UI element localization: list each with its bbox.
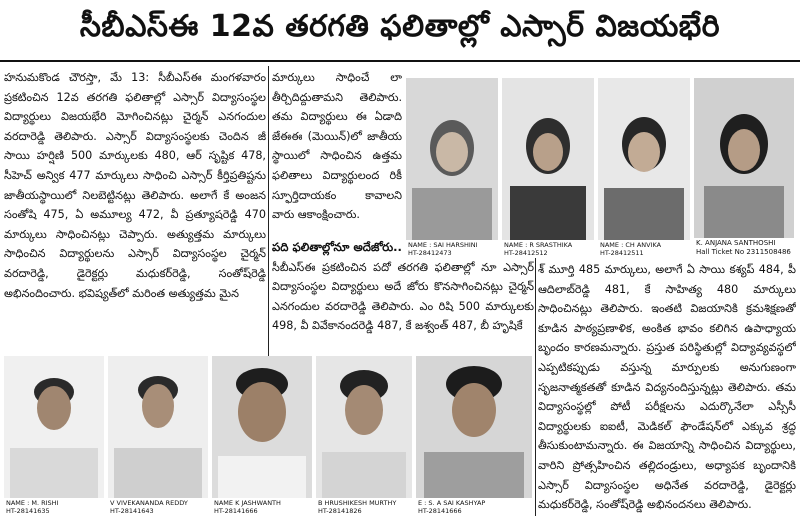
headline: సీబీఎస్ఈ 12వ తరగతి ఫలితాల్లో ఎస్సార్ విజయభేరి: [0, 0, 800, 62]
student-name: NAME : R SRASTHIKA: [504, 241, 573, 249]
portrait-image: [406, 78, 498, 258]
hall-ticket: HT-28141666: [418, 507, 462, 515]
subhead: పది ఫలితాల్లోనూ అదేజోరు..: [272, 240, 402, 254]
photo-caption: [598, 240, 690, 258]
article-text-col3: శ్ మూర్తి 485 మార్కులు, అలాగే ఏ సాయి కశ్యప్ 484, పీ ఆదిలాబ్‌రెడ్డి 481, కే సాహిత్య 480 మార్కులు సాధించినట్లు తెలిపారు. ఇంతటి విజయానికి క్రమశిక్షణతో కూడిన పాఠ్యప్రణాళిక, అంకిత భావం కలిగిన ఉపాధ్యాయ బృందం కారణమన్నారు. ప్రస్తుత పరిస్థితుల్లో విద్యావ్యవస్థలో ఎప్పటికప్పుడు వస్తున్న మార్పులకు అనుగుణంగా సృజనాత్మకతతో కూడిన విద్యనందిస్తున్నట్లు తెలిపారు. తమ విద్యాసంస్థల్లో పోటీ పరీక్షలను ఎదుర్కొనేలా ఎస్సీసీ విద్యార్థులకు ఐఐటీ, మెడికల్ ఫౌండేషన్‌లో ఎక్కువ శ్రద్ధ తీసుకుంటామన్నారు. ఈ విజయాన్ని సాధించిన విద్యార్థులు, వారిని ప్రోత్సహించిన తల్లిదండ్రులు, అధ్యాపక బృందానికి ఎస్సార్ విద్యాసంస్థల అధినేత వరదారెడ్డి, డైరెక్టర్లు మధుకర్‌రెడ్డి, సంతోష్‌రెడ్డి అభినందనలు తెలిపారు.: [538, 263, 796, 512]
student-name: NAME : M. RISHI: [6, 499, 59, 507]
student-photo: [406, 78, 498, 258]
article-text-col1: హనుమకొండ చౌరస్తా, మే 13: సీబీఎస్ఈ మంగళవారం ప్రకటించిన 12వ తరగతి ఫలితాల్లో ఎస్సార్ విద్యాసంస్థల విద్యార్థులు విజయభేరి మోగించినట్లు చైర్మన్ ఎనగందుల వరదారెడ్డి తెలిపారు. ఎస్సార్ విద్యాసంస్థలకు చెందిన జీ సాయి హర్షిణి 500 మార్కులకు 480, ఆర్ సృష్టిక 478, సీహెచ్ అన్విక 477 మార్కులు సాధించి ఎస్సార్ కీర్తిప్రతిష్టను జాతీయస్థాయిలో నిలబెట్టినట్లు తెలిపారు. అలాగే కే అంజన సంతోషి 475, ఏ అమూల్య 472, వీ ప్రత్యూషరెడ్డి 470 మార్కులు సాధించినట్లు చెప్పారు. అత్యుత్తమ మార్కులు సాధించిన విద్యార్థులను ఎస్సార్ విద్యాసంస్థల చైర్మన్ వరదారెడ్డి, డైరెక్టర్లు మధుకర్‌రెడ్డి, సంతోష్‌రెడ్డి అభినందించారు. భవిష్యత్‌లో మరింత అత్యుత్తమ మైన: [4, 71, 266, 300]
student-photo: [316, 356, 412, 516]
hall-ticket: HT-28141826: [318, 507, 362, 515]
article-column-2: [272, 68, 402, 238]
student-photo: [108, 356, 208, 516]
portrait-image: [694, 78, 794, 258]
portrait-image: [598, 78, 690, 258]
student-photo: [694, 78, 794, 258]
student-photo: [598, 78, 690, 258]
article-column-1: [4, 68, 266, 351]
column-divider: [268, 66, 269, 356]
student-photo: [502, 78, 594, 258]
student-photo: [416, 356, 532, 516]
student-photo: [212, 356, 312, 516]
photo-caption: [108, 498, 208, 516]
student-name: NAME : CH ANVIKA: [600, 241, 662, 249]
photo-caption: [416, 498, 532, 516]
hall-ticket: HT-28412512: [504, 249, 548, 257]
student-name: NAME : SAI HARSHINI: [408, 241, 478, 249]
portrait-image: [316, 356, 412, 516]
student-name: NAME K JASHWANTH: [214, 499, 281, 507]
portrait-image: [502, 78, 594, 258]
hall-ticket: HT-28141643: [110, 507, 154, 515]
hall-ticket: HT-28412511: [600, 249, 644, 257]
photo-caption: [316, 498, 412, 516]
portrait-image: [416, 356, 532, 516]
hall-ticket: HT-28412473: [408, 249, 452, 257]
portrait-image: [108, 356, 208, 516]
article-text-col2b: సీబీఎస్ఈ ప్రకటించిన పదో తరగతి ఫలితాల్లో నూ ఎస్సార్ విద్యాసంస్థల విద్యార్థులు అదే జోరు కొనసాగించినట్లు చైర్మన్ ఎనగందుల వరదారెడ్డి తెలిపారు. ఎం రిషి 500 మార్కులకు 498, వీ వివేకానందరెడ్డి 487, కే జశ్వంత్ 487, బీ హృషికే: [272, 260, 534, 333]
student-photo: [4, 356, 104, 516]
portrait-image: [212, 356, 312, 516]
photo-caption: [4, 498, 104, 516]
photo-caption: [212, 498, 312, 516]
hall-ticket: HT-28141666: [214, 507, 258, 515]
photo-caption: [694, 238, 794, 258]
column-divider: [535, 258, 536, 516]
student-name: K. ANJANA SANTHOSHI: [696, 239, 776, 247]
article-column-3: [538, 260, 796, 516]
article-text-col2: మార్కులు సాధించే లా తీర్చిదిద్దుతామని తెలిపారు. తమ విద్యార్థులు ఈ ఏడాది జేఈఈ (మెయిన్)లో జాతీయ స్థాయిలో సాధించిన ఉత్తమ ఫలితాలు విద్యార్థులంద రికీ స్ఫూర్తిదాయకం కావాలని వారు ఆకాంక్షించారు.: [272, 71, 402, 222]
hall-ticket: HT-28141635: [6, 507, 50, 515]
student-name: B HRUSHIKESH MURTHY: [318, 499, 397, 507]
student-name: E : S. A SAI KASHYAP: [418, 499, 486, 507]
photo-caption: [502, 240, 594, 258]
photo-caption: [406, 240, 498, 258]
student-name: V VIVEKANANDA REDDY: [110, 499, 188, 507]
hall-ticket: Hall Ticket No 2311508486: [696, 248, 791, 256]
portrait-image: [4, 356, 104, 516]
